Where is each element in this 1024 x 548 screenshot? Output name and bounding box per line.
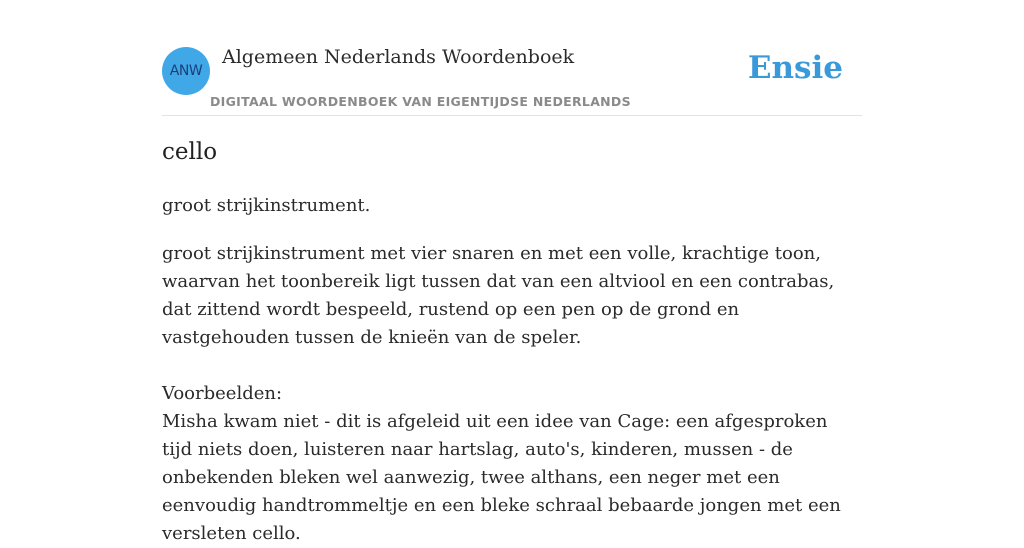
logo-text: ANW xyxy=(169,63,203,79)
site-header xyxy=(162,0,862,116)
entry-headword: cello xyxy=(162,139,218,165)
site-subtitle: DIGITAAL WOORDENBOEK VAN EIGENTIJDSE NEDERLANDS xyxy=(210,94,631,109)
site-title[interactable]: Algemeen Nederlands Woordenboek xyxy=(222,46,575,68)
example-text: Misha kwam niet - dit is afgeleid uit een idee van Cage: een afgesproken tijd niets doen, luisteren naar hartslag, auto's, kinderen, mussen - de onbekenden bleken wel aanwezig, twee althans, een neger met een eenvoudig handtrommeltje en een bleke schraal bebaarde jongen met een versleten cello. xyxy=(162,411,841,544)
ensie-brand-link[interactable]: Ensie xyxy=(747,50,843,86)
anw-logo[interactable] xyxy=(162,47,210,95)
long-definition: groot strijkinstrument met vier snaren en met een volle, krachtige toon, waarvan het toonbereik ligt tussen dat van een altviool en een contrabas, dat zittend wordt bespeeld, rustend op een pen op de grond en vastgehouden tussen de knieën van de speler. xyxy=(162,243,835,348)
short-definition: groot strijkinstrument. xyxy=(162,195,371,216)
page-container xyxy=(162,0,862,544)
examples-label: Voorbeelden: xyxy=(162,383,283,404)
